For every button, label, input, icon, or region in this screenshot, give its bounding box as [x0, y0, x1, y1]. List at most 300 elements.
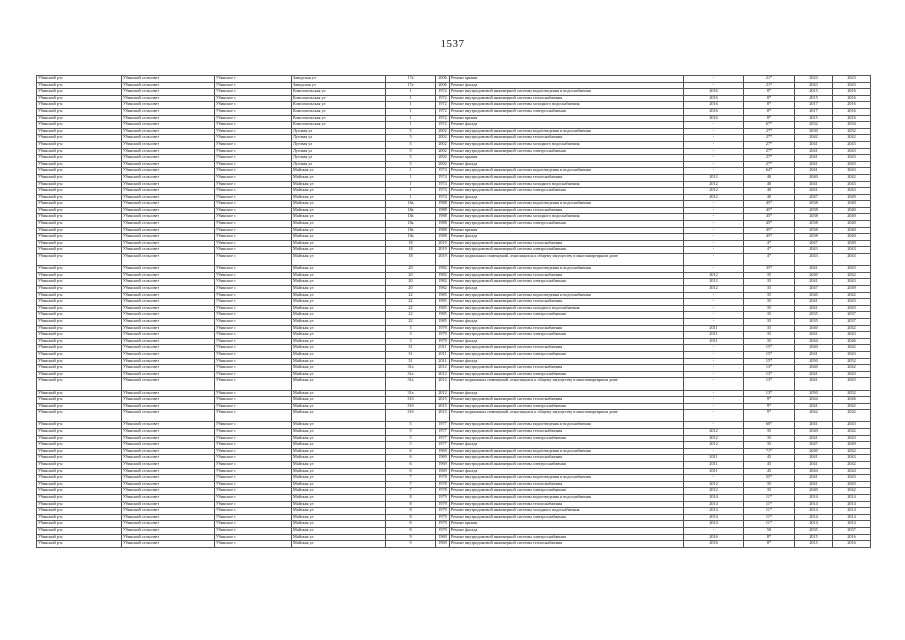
- council-cell: Убинский сельсовет: [122, 108, 215, 115]
- plan-end-cell: 2040: [833, 201, 871, 208]
- plan-end-cell: 2016: [833, 95, 871, 102]
- council-cell: Убинский сельсовет: [122, 148, 215, 155]
- last-repair-year-cell: 2011: [684, 462, 744, 469]
- plan-start-cell: 2043: [795, 82, 833, 89]
- district-cell: Убинский р-н: [37, 312, 122, 319]
- plan-start-cell: 2014: [795, 508, 833, 515]
- settlement-cell: Убинское с: [215, 442, 292, 449]
- table-row: [37, 338, 871, 345]
- settlement-cell: Убинское с: [215, 266, 292, 273]
- house-number-cell: 6: [386, 455, 436, 462]
- last-repair-year-cell: -: [684, 82, 744, 89]
- plan-start-cell: 2041: [795, 168, 833, 175]
- work-type-cell: Ремонт внутридомовой инженерной системы электроснабжения: [450, 371, 684, 378]
- table-row: [37, 514, 871, 521]
- year-built-cell: 2012: [436, 378, 450, 390]
- year-built-cell: 1974: [436, 168, 450, 175]
- wear-percent-cell: 4*: [744, 254, 795, 266]
- district-cell: Убинский р-н: [37, 371, 122, 378]
- house-number-cell: 31: [386, 345, 436, 352]
- settlement-cell: Убинское с: [215, 174, 292, 181]
- settlement-cell: Убинское с: [215, 141, 292, 148]
- table-row: [37, 351, 871, 358]
- plan-start-cell: 2041: [795, 266, 833, 273]
- street-cell: Майская ул: [292, 410, 386, 422]
- plan-start-cell: 2015: [795, 95, 833, 102]
- district-cell: Убинский р-н: [37, 174, 122, 181]
- work-type-cell: Ремонт внутридомовой инженерной системы теплоснабжения: [450, 207, 684, 214]
- district-cell: Убинский р-н: [37, 227, 122, 234]
- settlement-cell: Убинское с: [215, 76, 292, 83]
- settlement-cell: Убинское с: [215, 122, 292, 129]
- house-number-cell: 8: [386, 521, 436, 528]
- year-built-cell: 1969: [436, 455, 450, 462]
- year-built-cell: 1982: [436, 286, 450, 293]
- settlement-cell: Убинское с: [215, 378, 292, 390]
- settlement-cell: Убинское с: [215, 227, 292, 234]
- plan-start-cell: 2035: [795, 312, 833, 319]
- plan-start-cell: 2017: [795, 102, 833, 109]
- table-row: [37, 227, 871, 234]
- table-row: [37, 475, 871, 482]
- council-cell: Убинский сельсовет: [122, 82, 215, 89]
- year-built-cell: 1985: [436, 312, 450, 319]
- table-row: [37, 325, 871, 332]
- plan-end-cell: 2052: [833, 358, 871, 365]
- wear-percent-cell: 11*: [744, 495, 795, 502]
- plan-start-cell: 2038: [795, 207, 833, 214]
- table-row: [37, 286, 871, 293]
- street-cell: Майская ул: [292, 442, 386, 449]
- wear-percent-cell: 35: [744, 488, 795, 495]
- council-cell: Убинский сельсовет: [122, 429, 215, 436]
- house-number-cell: 31б: [386, 397, 436, 404]
- settlement-cell: Убинское с: [215, 338, 292, 345]
- house-number-cell: 18: [386, 240, 436, 247]
- district-cell: Убинский р-н: [37, 422, 122, 429]
- year-built-cell: 1978: [436, 488, 450, 495]
- council-cell: Убинский сельсовет: [122, 102, 215, 109]
- year-built-cell: 1974: [436, 174, 450, 181]
- district-cell: Убинский р-н: [37, 292, 122, 299]
- table-row: [37, 266, 871, 273]
- street-cell: Майская ул: [292, 462, 386, 469]
- plan-start-cell: 2015: [795, 89, 833, 96]
- council-cell: Убинский сельсовет: [122, 286, 215, 293]
- council-cell: Убинский сельсовет: [122, 403, 215, 410]
- settlement-cell: Убинское с: [215, 221, 292, 228]
- last-repair-year-cell: -: [684, 148, 744, 155]
- street-cell: Комсомольская ул: [292, 108, 386, 115]
- district-cell: Убинский р-н: [37, 95, 122, 102]
- house-number-cell: 7: [386, 475, 436, 482]
- plan-end-cell: 2049: [833, 240, 871, 247]
- plan-start-cell: 2040: [795, 345, 833, 352]
- plan-end-cell: 2049: [833, 194, 871, 201]
- plan-end-cell: 2042: [833, 272, 871, 279]
- table-row: [37, 534, 871, 541]
- council-cell: Убинский сельсовет: [122, 481, 215, 488]
- street-cell: Майская ул: [292, 207, 386, 214]
- settlement-cell: Убинское с: [215, 318, 292, 325]
- district-cell: Убинский р-н: [37, 390, 122, 397]
- table-row: [37, 371, 871, 378]
- council-cell: Убинский сельсовет: [122, 128, 215, 135]
- last-repair-year-cell: 2012: [684, 286, 744, 293]
- table-row: [37, 435, 871, 442]
- work-type-cell: Ремонт внутридомовой инженерной системы электроснабжения: [450, 247, 684, 254]
- plan-start-cell: 2041: [795, 481, 833, 488]
- wear-percent-cell: 8*: [744, 534, 795, 541]
- work-type-cell: Ремонт внутридомовой инженерной системы электроснабжения: [450, 435, 684, 442]
- year-built-cell: 1985: [436, 292, 450, 299]
- street-cell: Майская ул: [292, 279, 386, 286]
- council-cell: Убинский сельсовет: [122, 358, 215, 365]
- table-row: [37, 141, 871, 148]
- year-built-cell: 2019: [436, 247, 450, 254]
- table-row: [37, 521, 871, 528]
- wear-percent-cell: 45: [744, 455, 795, 462]
- plan-end-cell: 2042: [833, 345, 871, 352]
- work-type-cell: Ремонт внутридомовой инженерной системы электроснабжения: [450, 188, 684, 195]
- plan-start-cell: 2041: [795, 161, 833, 168]
- district-cell: Убинский р-н: [37, 508, 122, 515]
- street-cell: Комсомольская ул: [292, 122, 386, 129]
- table-row: [37, 207, 871, 214]
- house-number-cell: 1: [386, 194, 436, 201]
- wear-percent-cell: 40: [744, 188, 795, 195]
- table-row: [37, 527, 871, 534]
- last-repair-year-cell: -: [684, 351, 744, 358]
- house-number-cell: 1: [386, 122, 436, 129]
- work-type-cell: Ремонт внутридомовой инженерной системы электроснабжения: [450, 534, 684, 541]
- plan-end-cell: 2042: [833, 403, 871, 410]
- work-type-cell: Ремонт внутридомовой инженерной системы холодного водоснабжения: [450, 305, 684, 312]
- table-row: [37, 345, 871, 352]
- last-repair-year-cell: 2011: [684, 325, 744, 332]
- council-cell: Убинский сельсовет: [122, 181, 215, 188]
- district-cell: Убинский р-н: [37, 501, 122, 508]
- year-built-cell: 1979: [436, 508, 450, 515]
- plan-end-cell: 2043: [833, 247, 871, 254]
- wear-percent-cell: 21*: [744, 76, 795, 83]
- table-row: [37, 95, 871, 102]
- plan-end-cell: 2043: [833, 455, 871, 462]
- district-cell: Убинский р-н: [37, 254, 122, 266]
- plan-end-cell: 2043: [833, 378, 871, 390]
- plan-start-cell: 2015: [795, 115, 833, 122]
- district-cell: Убинский р-н: [37, 403, 122, 410]
- table-body: [37, 76, 871, 548]
- last-repair-year-cell: -: [684, 305, 744, 312]
- last-repair-year-cell: -: [684, 168, 744, 175]
- settlement-cell: Убинское с: [215, 89, 292, 96]
- wear-percent-cell: 35: [744, 338, 795, 345]
- wear-percent-cell: 8*: [744, 102, 795, 109]
- street-cell: Комсомольская ул: [292, 95, 386, 102]
- plan-start-cell: 2043: [795, 254, 833, 266]
- work-type-cell: Ремонт фасада: [450, 286, 684, 293]
- work-type-cell: Ремонт внутридомовой инженерной системы электроснабжения: [450, 462, 684, 469]
- house-number-cell: 8: [386, 514, 436, 521]
- settlement-cell: Убинское с: [215, 95, 292, 102]
- last-repair-year-cell: -: [684, 227, 744, 234]
- year-built-cell: 2012: [436, 365, 450, 372]
- last-repair-year-cell: 2016: [684, 108, 744, 115]
- council-cell: Убинский сельсовет: [122, 305, 215, 312]
- plan-end-cell: 2043: [833, 161, 871, 168]
- council-cell: Убинский сельсовет: [122, 279, 215, 286]
- year-built-cell: 1979: [436, 514, 450, 521]
- table-row: [37, 155, 871, 162]
- plan-start-cell: 2041: [795, 475, 833, 482]
- district-cell: Убинский р-н: [37, 325, 122, 332]
- street-cell: Майская ул: [292, 240, 386, 247]
- settlement-cell: Убинское с: [215, 358, 292, 365]
- plan-end-cell: 2042: [833, 325, 871, 332]
- plan-end-cell: 2040: [833, 207, 871, 214]
- settlement-cell: Убинское с: [215, 468, 292, 475]
- council-cell: Убинский сельсовет: [122, 292, 215, 299]
- council-cell: Убинский сельсовет: [122, 240, 215, 247]
- settlement-cell: Убинское с: [215, 115, 292, 122]
- settlement-cell: Убинское с: [215, 272, 292, 279]
- street-cell: Майская ул: [292, 521, 386, 528]
- wear-percent-cell: 45*: [744, 221, 795, 228]
- settlement-cell: Убинское с: [215, 527, 292, 534]
- plan-end-cell: 2042: [833, 410, 871, 422]
- plan-end-cell: 2043: [833, 181, 871, 188]
- district-cell: Убинский р-н: [37, 115, 122, 122]
- wear-percent-cell: 45*: [744, 201, 795, 208]
- house-number-cell: 5: [386, 161, 436, 168]
- plan-end-cell: 2014: [833, 508, 871, 515]
- year-built-cell: 1977: [436, 435, 450, 442]
- district-cell: Убинский р-н: [37, 541, 122, 548]
- last-repair-year-cell: -: [684, 161, 744, 168]
- last-repair-year-cell: -: [684, 234, 744, 241]
- settlement-cell: Убинское с: [215, 148, 292, 155]
- year-built-cell: 2011: [436, 345, 450, 352]
- council-cell: Убинский сельсовет: [122, 214, 215, 221]
- year-built-cell: 1974: [436, 181, 450, 188]
- year-built-cell: 1977: [436, 422, 450, 429]
- last-repair-year-cell: 2014: [684, 521, 744, 528]
- wear-percent-cell: 9*: [744, 410, 795, 422]
- plan-end-cell: 2043: [833, 435, 871, 442]
- house-number-cell: 31а: [386, 378, 436, 390]
- settlement-cell: Убинское с: [215, 397, 292, 404]
- wear-percent-cell: 55*: [744, 475, 795, 482]
- last-repair-year-cell: 2012: [684, 174, 744, 181]
- settlement-cell: Убинское с: [215, 435, 292, 442]
- plan-end-cell: 2043: [833, 188, 871, 195]
- settlement-cell: Убинское с: [215, 365, 292, 372]
- table-row: [37, 272, 871, 279]
- plan-start-cell: 2041: [795, 371, 833, 378]
- wear-percent-cell: 50: [744, 527, 795, 534]
- work-type-cell: Ремонт внутридомовой инженерной системы холодного водоснабжения: [450, 141, 684, 148]
- district-cell: Убинский р-н: [37, 161, 122, 168]
- council-cell: Убинский сельсовет: [122, 521, 215, 528]
- plan-end-cell: 2043: [833, 279, 871, 286]
- year-built-cell: 2002: [436, 161, 450, 168]
- work-type-cell: Ремонт фасада: [450, 122, 684, 129]
- plan-start-cell: 2035: [795, 527, 833, 534]
- council-cell: Убинский сельсовет: [122, 266, 215, 273]
- council-cell: Убинский сельсовет: [122, 534, 215, 541]
- table-row: [37, 378, 871, 390]
- street-cell: Майская ул: [292, 397, 386, 404]
- settlement-cell: Убинское с: [215, 299, 292, 306]
- year-built-cell: 1969: [436, 462, 450, 469]
- council-cell: Убинский сельсовет: [122, 247, 215, 254]
- district-cell: Убинский р-н: [37, 378, 122, 390]
- district-cell: Убинский р-н: [37, 468, 122, 475]
- district-cell: Убинский р-н: [37, 495, 122, 502]
- last-repair-year-cell: -: [684, 155, 744, 162]
- plan-end-cell: 2016: [833, 89, 871, 96]
- house-number-cell: 5: [386, 141, 436, 148]
- table-row: [37, 488, 871, 495]
- district-cell: Убинский р-н: [37, 135, 122, 142]
- work-type-cell: Ремонт внутридомовой инженерной системы электроснабжения: [450, 514, 684, 521]
- house-number-cell: 8: [386, 527, 436, 534]
- year-built-cell: 1979: [436, 338, 450, 345]
- wear-percent-cell: 15*: [744, 345, 795, 352]
- street-cell: Заводская ул: [292, 76, 386, 83]
- work-type-cell: Ремонт внутридомовой инженерной системы электроснабжения: [450, 221, 684, 228]
- wear-percent-cell: 11*: [744, 501, 795, 508]
- house-number-cell: 22: [386, 299, 436, 306]
- plan-end-cell: 2042: [833, 462, 871, 469]
- last-repair-year-cell: 2012: [684, 188, 744, 195]
- council-cell: Убинский сельсовет: [122, 462, 215, 469]
- last-repair-year-cell: 2014: [684, 508, 744, 515]
- plan-start-cell: 2044: [795, 468, 833, 475]
- work-type-cell: Ремонт внутридомовой инженерной системы теплоснабжения: [450, 501, 684, 508]
- plan-start-cell: 2042: [795, 135, 833, 142]
- last-repair-year-cell: -: [684, 201, 744, 208]
- year-built-cell: 2002: [436, 128, 450, 135]
- table-row: [37, 448, 871, 455]
- district-cell: Убинский р-н: [37, 397, 122, 404]
- year-built-cell: 1972: [436, 108, 450, 115]
- district-cell: Убинский р-н: [37, 286, 122, 293]
- last-repair-year-cell: 2012: [684, 272, 744, 279]
- district-cell: Убинский р-н: [37, 221, 122, 228]
- year-built-cell: 1977: [436, 429, 450, 436]
- settlement-cell: Убинское с: [215, 247, 292, 254]
- street-cell: Майская ул: [292, 292, 386, 299]
- street-cell: Майская ул: [292, 181, 386, 188]
- settlement-cell: Убинское с: [215, 135, 292, 142]
- district-cell: Убинский р-н: [37, 435, 122, 442]
- work-type-cell: Ремонт внутридомовой инженерной системы водоотведения и водоснабжения: [450, 448, 684, 455]
- year-built-cell: 1985: [436, 318, 450, 325]
- settlement-cell: Убинское с: [215, 305, 292, 312]
- year-built-cell: 1979: [436, 501, 450, 508]
- wear-percent-cell: 64*: [744, 168, 795, 175]
- council-cell: Убинский сельсовет: [122, 299, 215, 306]
- table-row: [37, 115, 871, 122]
- street-cell: Майская ул: [292, 455, 386, 462]
- table-row: [37, 358, 871, 365]
- table-row: [37, 135, 871, 142]
- settlement-cell: Убинское с: [215, 403, 292, 410]
- work-type-cell: Ремонт фасада: [450, 161, 684, 168]
- plan-end-cell: 2044: [833, 468, 871, 475]
- year-built-cell: 1982: [436, 272, 450, 279]
- year-built-cell: 2006: [436, 76, 450, 83]
- street-cell: Майская ул: [292, 305, 386, 312]
- street-cell: Заводская ул: [292, 82, 386, 89]
- district-cell: Убинский р-н: [37, 455, 122, 462]
- year-built-cell: 1988: [436, 234, 450, 241]
- last-repair-year-cell: 2016: [684, 102, 744, 109]
- council-cell: Убинский сельсовет: [122, 89, 215, 96]
- plan-end-cell: 2042: [833, 135, 871, 142]
- last-repair-year-cell: -: [684, 358, 744, 365]
- settlement-cell: Убинское с: [215, 534, 292, 541]
- work-type-cell: Ремонт внутридомовой инженерной системы теплоснабжения: [450, 272, 684, 279]
- district-cell: Убинский р-н: [37, 345, 122, 352]
- plan-start-cell: 2047: [795, 240, 833, 247]
- year-built-cell: 2015: [436, 410, 450, 422]
- council-cell: Убинский сельсовет: [122, 221, 215, 228]
- street-cell: Майская ул: [292, 201, 386, 208]
- table-row: [37, 174, 871, 181]
- plan-end-cell: 2042: [833, 292, 871, 299]
- settlement-cell: Убинское с: [215, 345, 292, 352]
- district-cell: Убинский р-н: [37, 148, 122, 155]
- work-type-cell: Ремонт внутридомовой инженерной системы электроснабжения: [450, 332, 684, 339]
- council-cell: Убинский сельсовет: [122, 390, 215, 397]
- council-cell: Убинский сельсовет: [122, 135, 215, 142]
- work-type-cell: Ремонт внутридомовой инженерной системы водоотведения и водоснабжения: [450, 475, 684, 482]
- plan-end-cell: 2042: [833, 448, 871, 455]
- council-cell: Убинский сельсовет: [122, 318, 215, 325]
- settlement-cell: Убинское с: [215, 455, 292, 462]
- house-number-cell: 22: [386, 292, 436, 299]
- last-repair-year-cell: -: [684, 365, 744, 372]
- wear-percent-cell: 45: [744, 462, 795, 469]
- year-built-cell: 2012: [436, 371, 450, 378]
- settlement-cell: Убинское с: [215, 161, 292, 168]
- last-repair-year-cell: 2016: [684, 115, 744, 122]
- wear-percent-cell: 35: [744, 332, 795, 339]
- last-repair-year-cell: -: [684, 403, 744, 410]
- year-built-cell: 2015: [436, 397, 450, 404]
- council-cell: Убинский сельсовет: [122, 332, 215, 339]
- street-cell: Майская ул: [292, 541, 386, 548]
- last-repair-year-cell: -: [684, 135, 744, 142]
- plan-start-cell: 2041: [795, 305, 833, 312]
- wear-percent-cell: 35*: [744, 266, 795, 273]
- last-repair-year-cell: 2011: [684, 338, 744, 345]
- plan-end-cell: 2014: [833, 521, 871, 528]
- district-cell: Убинский р-н: [37, 240, 122, 247]
- council-cell: Убинский сельсовет: [122, 455, 215, 462]
- work-type-cell: Ремонт крыши: [450, 521, 684, 528]
- street-cell: Майская ул: [292, 481, 386, 488]
- work-type-cell: Ремонт внутридомовой инженерной системы водоотведения и водоснабжения: [450, 168, 684, 175]
- house-number-cell: 1: [386, 108, 436, 115]
- settlement-cell: Убинское с: [215, 495, 292, 502]
- year-built-cell: 1988: [436, 227, 450, 234]
- house-number-cell: 18а: [386, 234, 436, 241]
- settlement-cell: Убинское с: [215, 234, 292, 241]
